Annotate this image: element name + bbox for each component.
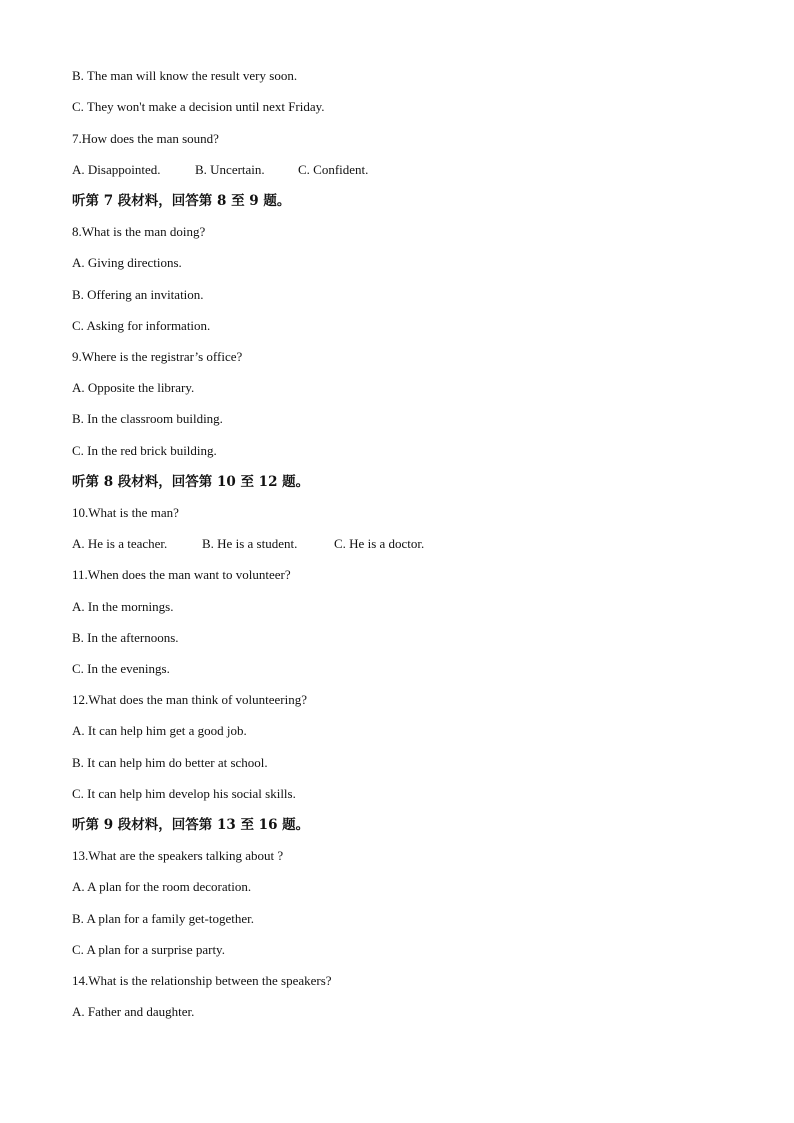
q8-option-a: A. Giving directions.	[72, 255, 182, 270]
q11-option-a: A. In the mornings.	[72, 599, 174, 614]
q10-option-a: A. He is a teacher.	[72, 536, 168, 551]
q7-option-b: B. Uncertain.	[195, 162, 265, 177]
q7-question: 7.How does the man sound?	[72, 131, 219, 146]
q13-question: 13.What are the speakers talking about ?	[72, 848, 284, 863]
q10-question: 10.What is the man?	[72, 505, 179, 520]
q8-option-b: B. Offering an invitation.	[72, 287, 204, 302]
section-heading-9: 听第 9 段材料，回答第 13 至 16 题。	[72, 817, 310, 833]
q7-options	[72, 162, 368, 178]
q9-option-a: A. Opposite the library.	[72, 380, 195, 395]
q8-option-c: C. Asking for information.	[72, 318, 211, 333]
q6-option-b: B. The man will know the result very soon.	[72, 68, 298, 83]
q9-option-b: B. In the classroom building.	[72, 411, 223, 426]
q14-option-a: A. Father and daughter.	[72, 1004, 195, 1019]
q13-option-b: B. A plan for a family get-together.	[72, 911, 254, 926]
q13-option-c: C. A plan for a surprise party.	[72, 942, 225, 957]
q8-question: 8.What is the man doing?	[72, 224, 206, 239]
q13-option-a: A. A plan for the room decoration.	[72, 879, 252, 894]
q11-option-c: C. In the evenings.	[72, 661, 170, 676]
q12-option-a: A. It can help him get a good job.	[72, 723, 247, 738]
q10-option-b: B. He is a student.	[202, 536, 298, 551]
q11-question: 11.When does the man want to volunteer?	[72, 567, 291, 582]
q9-question: 9.Where is the registrar’s office?	[72, 349, 243, 364]
q9-option-c: C. In the red brick building.	[72, 443, 217, 458]
q10-options	[72, 536, 424, 552]
q7-option-c: C. Confident.	[298, 162, 369, 177]
q12-option-b: B. It can help him do better at school.	[72, 755, 268, 770]
section-heading-8: 听第 8 段材料，回答第 10 至 12 题。	[72, 474, 310, 490]
q12-question: 12.What does the man think of volunteering?	[72, 692, 308, 707]
q7-option-a: A. Disappointed.	[72, 162, 161, 177]
q11-option-b: B. In the afternoons.	[72, 630, 179, 645]
section-heading-7: 听第 7 段材料，回答第 8 至 9 题。	[72, 193, 291, 209]
q10-option-c: C. He is a doctor.	[334, 536, 425, 551]
q12-option-c: C. It can help him develop his social skills.	[72, 786, 296, 801]
q6-option-c: C. They won't make a decision until next Friday.	[72, 99, 325, 114]
q14-question: 14.What is the relationship between the speakers?	[72, 973, 332, 988]
